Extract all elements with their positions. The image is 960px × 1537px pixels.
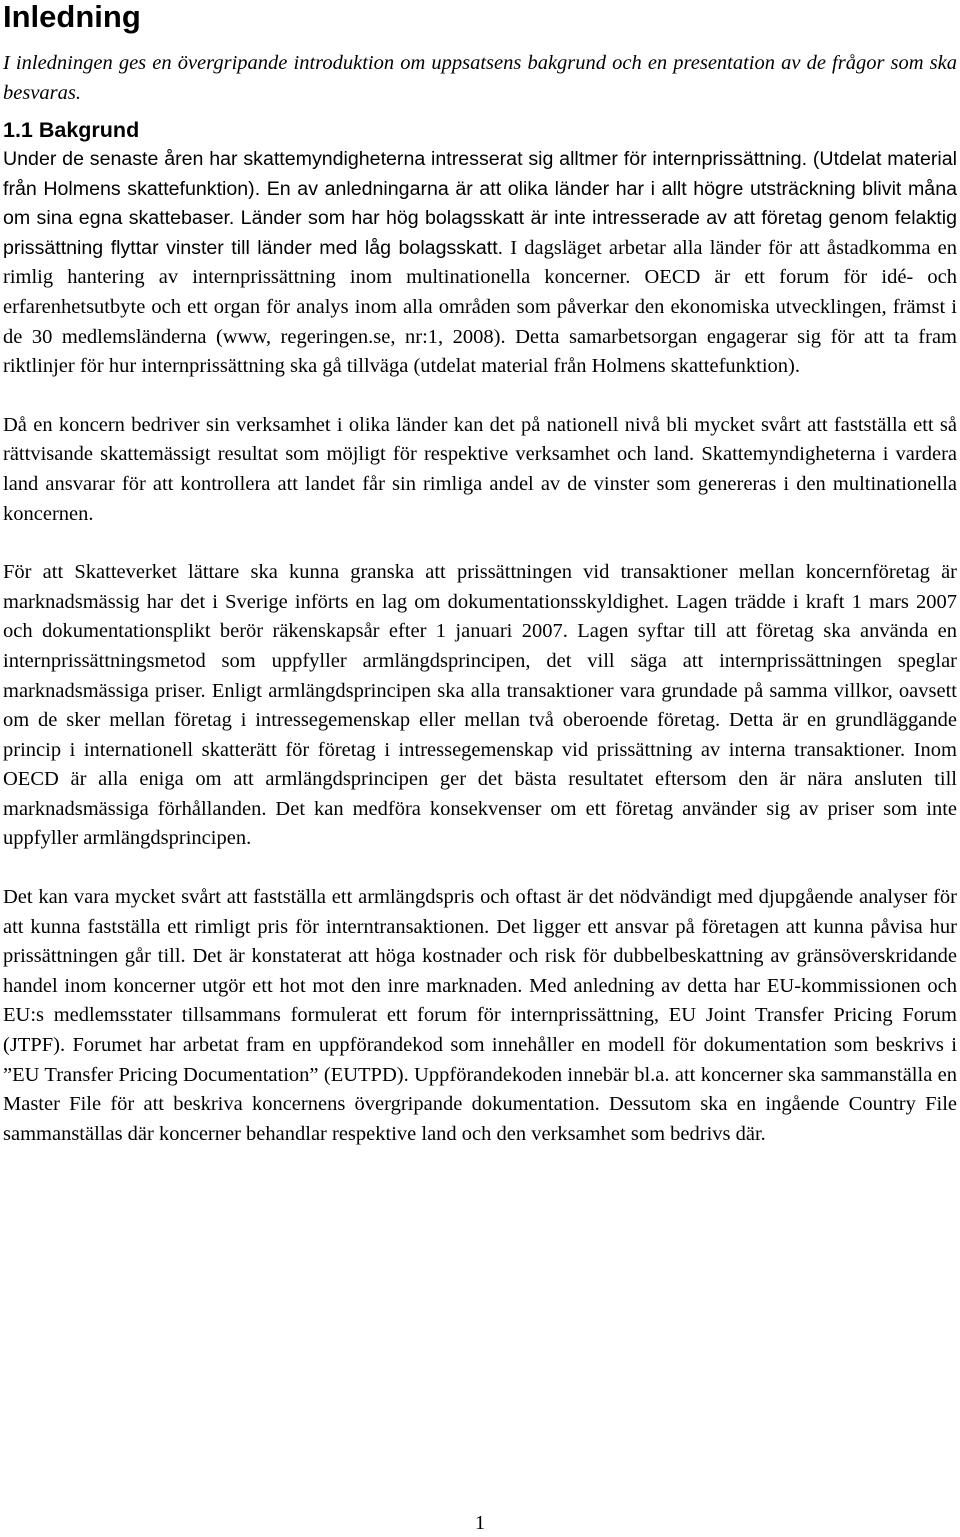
background-paragraph-1-serif-part: I dagsläget arbetar alla länder för att åstadkomma en rimlig hantering av internprissättning inom multinationella koncerner. OECD är ett forum för idé- och erfarenhetsutbyte och ett organ för analys inom alla områden som påverkar den ekonomiska utvecklingen, främst i de 30 medlemsländerna (www, regeringen.se, nr:1, 2008). Detta samarbetsorgan engagerar sig för att ta fram riktlinjer för hur internprissättning ska gå tillväga (utdelat material från Holmens skattefunktion).	[3, 236, 957, 378]
background-paragraph-1-sans-part: Under de senaste åren har skattemyndigheterna intresserat sig alltmer för internprissättning. (Utdelat material från Holmens skattefunktion). En av anledningarna är att olika länder har i allt högre utsträckning blivit måna om sina egna skattebaser. Länder som har hög bolagsskatt är inte intresserade av att företag genom felaktig prissättning flyttar vinster till länder med låg bolagsskatt.	[3, 148, 957, 259]
document-page	[3, 0, 957, 1149]
intro-paragraph: I inledningen ges en övergripande introduktion om uppsatsens bakgrund och en presentation av de frågor som ska besvaras.	[3, 52, 957, 104]
page-title: Inledning	[3, 0, 141, 34]
background-paragraph-1	[3, 145, 957, 382]
section-heading: 1.1 Bakgrund	[3, 118, 140, 142]
background-paragraph-3: För att Skatteverket lättare ska kunna granska att prissättningen vid transaktioner mellan koncernföretag är marknadsmässig har det i Sverige införts en lag om dokumentationsskyldighet. Lagen trädde i kraft 1 mars 2007 och dokumentationsplikt berör räkenskapsår efter 1 januari 2007. Lagen syftar till att företag ska använda en internprissättningsmetod som uppfyller armlängdsprincipen, det vill säga att internprissättningen speglar marknadsmässiga priser. Enligt armlängdsprincipen ska alla transaktioner vara grundade på samma villkor, oavsett om de sker mellan företag i intressegemenskap eller mellan två oberoende företag. Detta är en grundläggande princip i internationell skatterätt för företag i intressegemenskap vid prissättning av interna transaktioner. Inom OECD är alla eniga om att armlängdsprincipen ger det bästa resultatet eftersom den är nära ansluten till marknadsmässiga förhållanden. Det kan medföra konsekvenser om ett företag använder sig av priser som inte uppfyller armlängdsprincipen.	[3, 561, 957, 850]
background-paragraph-2: Då en koncern bedriver sin verksamhet i olika länder kan det på nationell nivå bli mycket svårt att fastställa ett så rättvisande skattemässigt resultat som möjligt för respektive verksamhet och land. Skattemyndigheterna i vardera land ansvarar för att kontrollera att landet får sin rimliga andel av de vinster som genereras i den multinationella koncernen.	[3, 413, 957, 525]
background-paragraph-4: Det kan vara mycket svårt att fastställa ett armlängdspris och oftast är det nödvändigt med djupgående analyser för att kunna fastställa ett rimligt pris för interntransaktionen. Det ligger ett ansvar på företagen att kunna påvisa hur prissättningen går till. Det är konstaterat att höga kostnader och risk för dubbelbeskattning av gränsöverskridande handel inom koncerner utgör ett hot mot den inre marknaden. Med anledning av detta har EU-kommissionen och EU:s medlemsstater tillsammans formulerat ett forum för internprissättning, EU Joint Transfer Pricing Forum (JTPF). Forumet har arbetat fram en uppförandekod som innehåller en modell för dokumentation som beskrivs i ”EU Transfer Pricing Documentation” (EUTPD). Uppförandekoden innebär bl.a. att koncerner ska sammanställa en Master File för att beskriva koncernens övergripande dokumentation. Dessutom ska en ingående Country File sammanställas där koncerner behandlar respektive land och den verksamhet som bedrivs där.	[3, 886, 957, 1145]
page-number: 1	[474, 1512, 486, 1534]
